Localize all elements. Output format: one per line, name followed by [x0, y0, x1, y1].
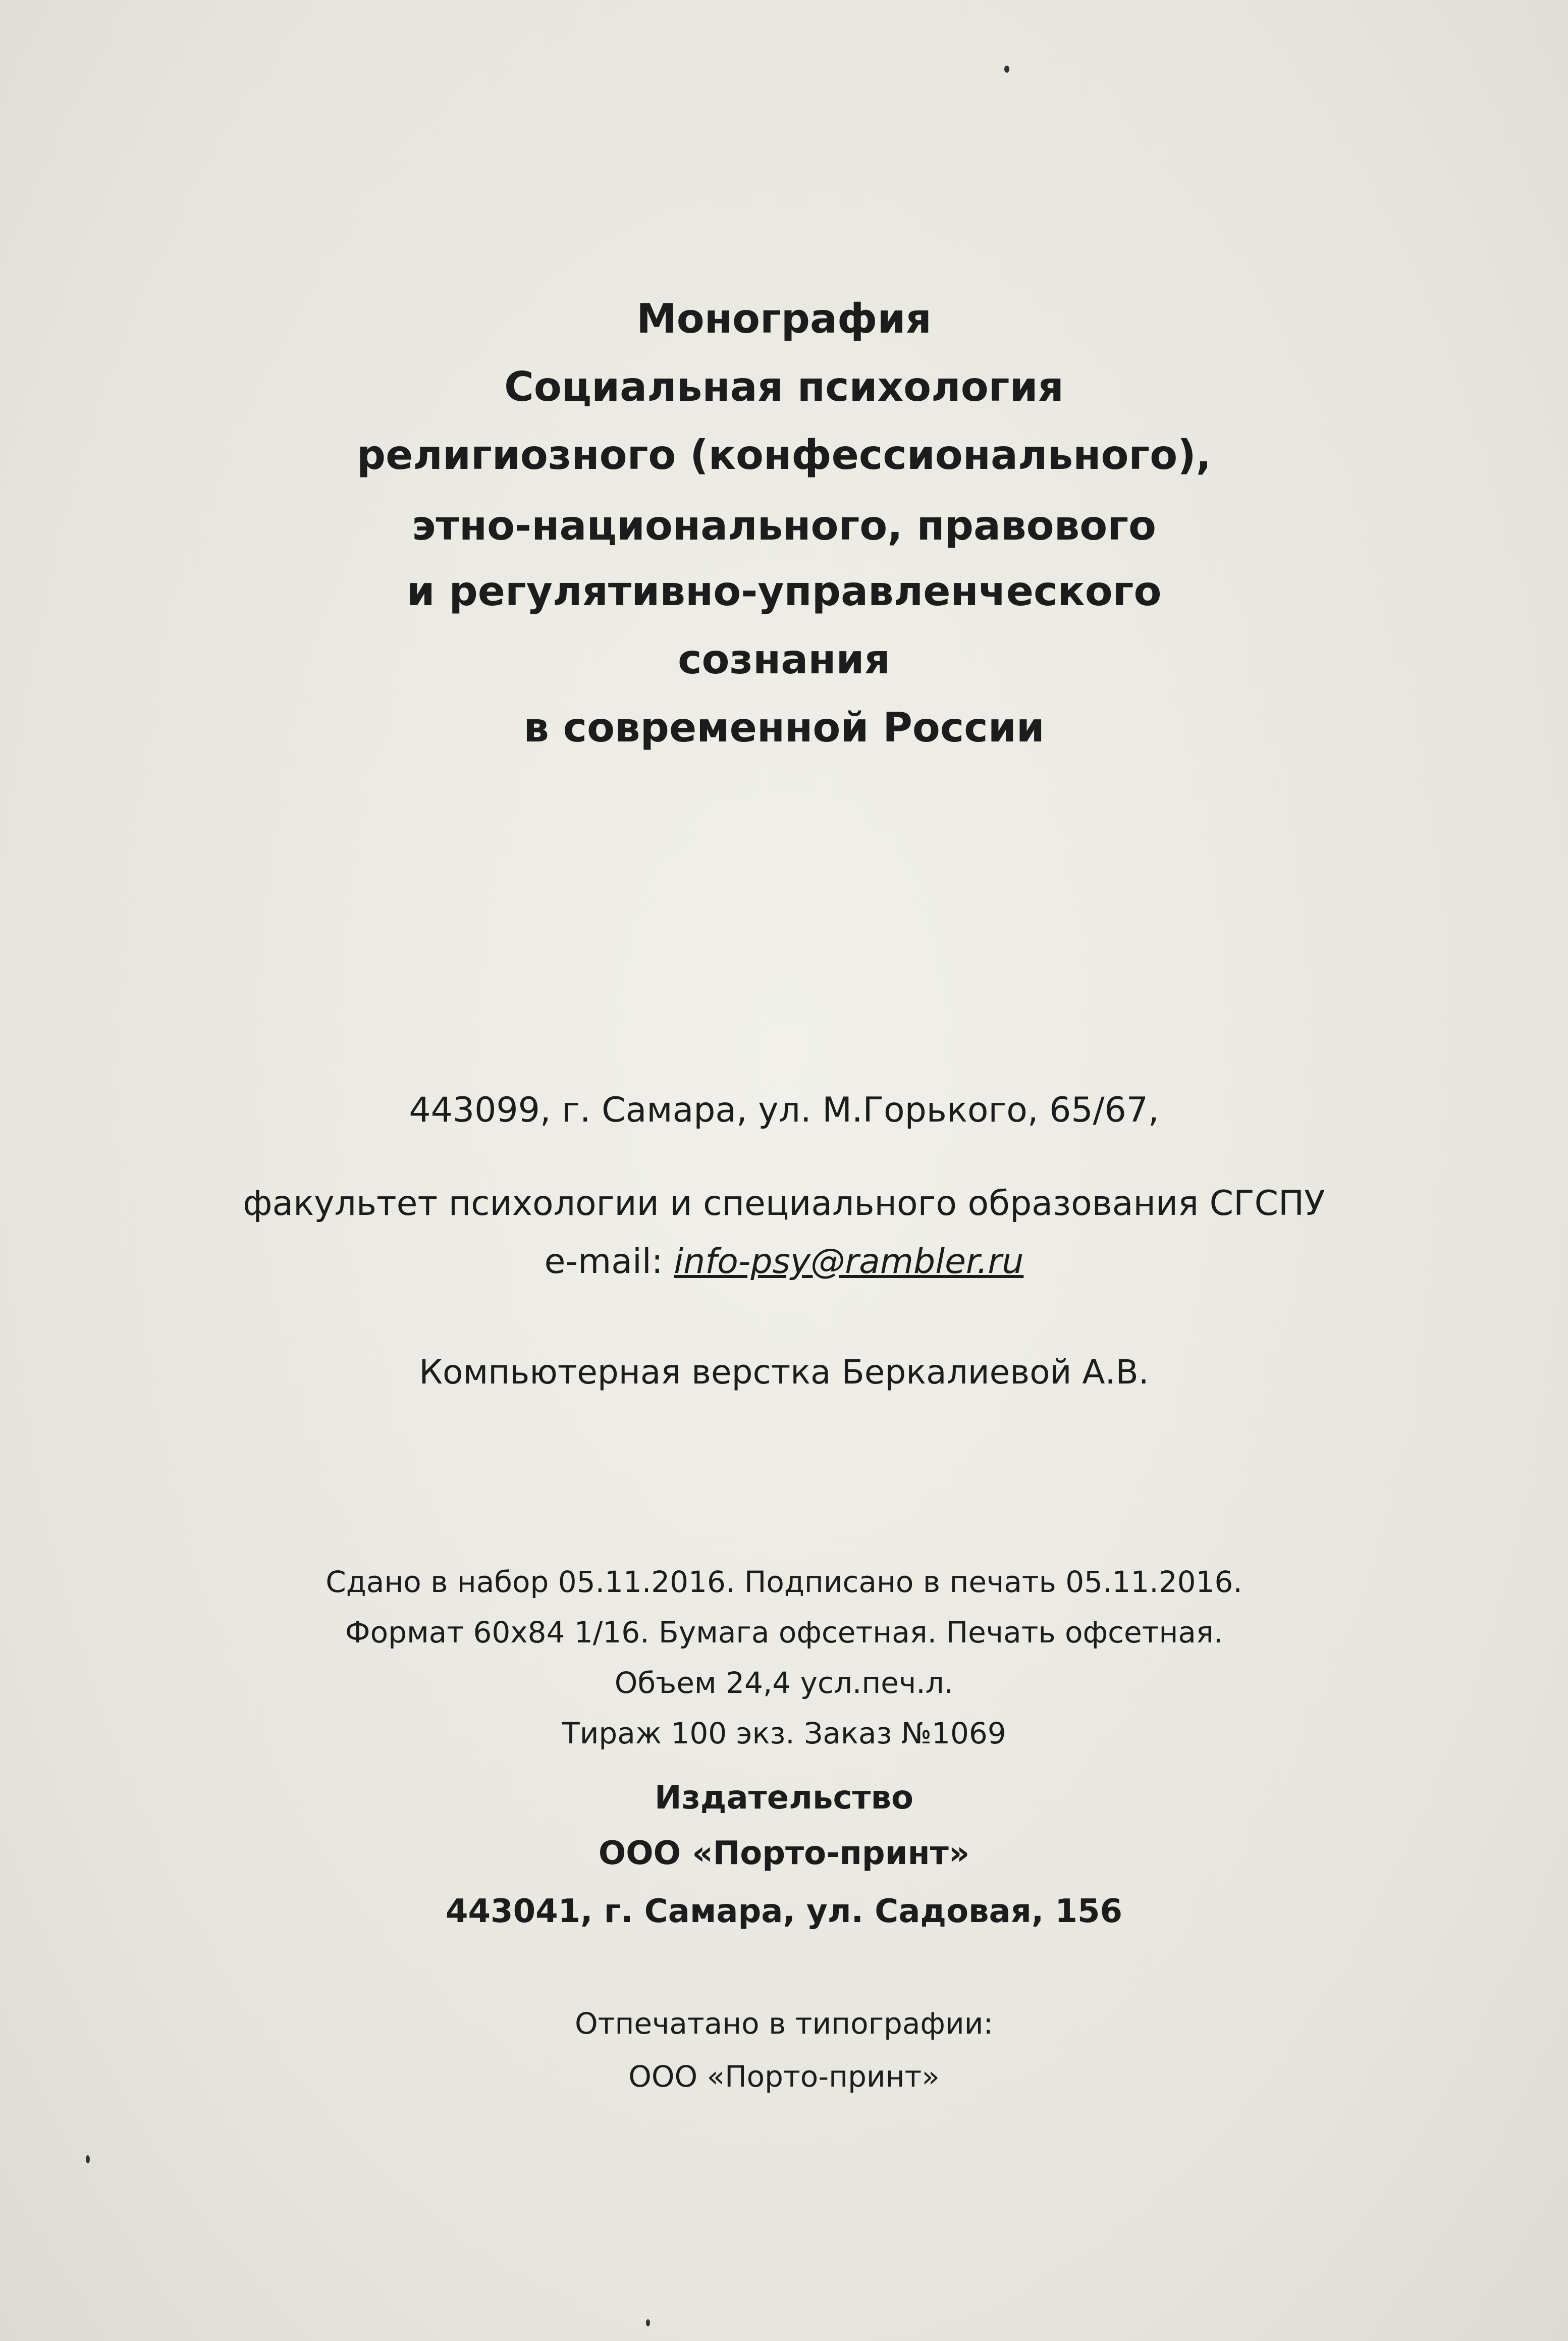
imprint-line-3: Объем 24,4 усл.печ.л.: [614, 1666, 954, 1700]
imprint-line-1: Сдано в набор 05.11.2016. Подписано в печать 05.11.2016.: [326, 1565, 1242, 1599]
address-line-1: 443099, г. Самара, ул. М.Горького, 65/67,: [409, 1090, 1159, 1130]
email-line: [0, 1242, 1568, 1282]
scan-speck: [646, 2319, 650, 2326]
publisher-name: ООО «Порто-принт»: [598, 1835, 970, 1872]
title-line-3: этно-национального, правового: [412, 502, 1156, 549]
scan-speck: [86, 2155, 90, 2163]
address-line-2: факультет психологии и специального образования СГСПУ: [243, 1184, 1325, 1223]
title-line-1: Социальная психология: [504, 363, 1064, 410]
title-line-5: сознания: [678, 636, 890, 683]
monograph-label: Монография: [636, 295, 932, 342]
printer-name: ООО «Порто-принт»: [628, 2059, 940, 2094]
publisher-address: 443041, г. Самара, ул. Садовая, 156: [445, 1893, 1123, 1930]
email-label: e-mail:: [544, 1242, 674, 1282]
email-link[interactable]: info-psy@rambler.ru: [674, 1242, 1024, 1282]
layout-credit: Компьютерная верстка Беркалиевой А.В.: [419, 1353, 1149, 1392]
title-line-4: и регулятивно-управленческого: [406, 568, 1162, 615]
printed-label: Отпечатано в типографии:: [575, 2006, 993, 2041]
publisher-label: Издательство: [655, 1779, 913, 1817]
title-line-2: религиозного (конфессионального),: [356, 432, 1212, 478]
title-line-6: в современной России: [523, 704, 1045, 751]
imprint-line-4: Тираж 100 экз. Заказ №1069: [562, 1716, 1006, 1750]
imprint-line-2: Формат 60х84 1/16. Бумага офсетная. Печать офсетная.: [345, 1615, 1223, 1650]
scan-speck: [1004, 66, 1009, 73]
